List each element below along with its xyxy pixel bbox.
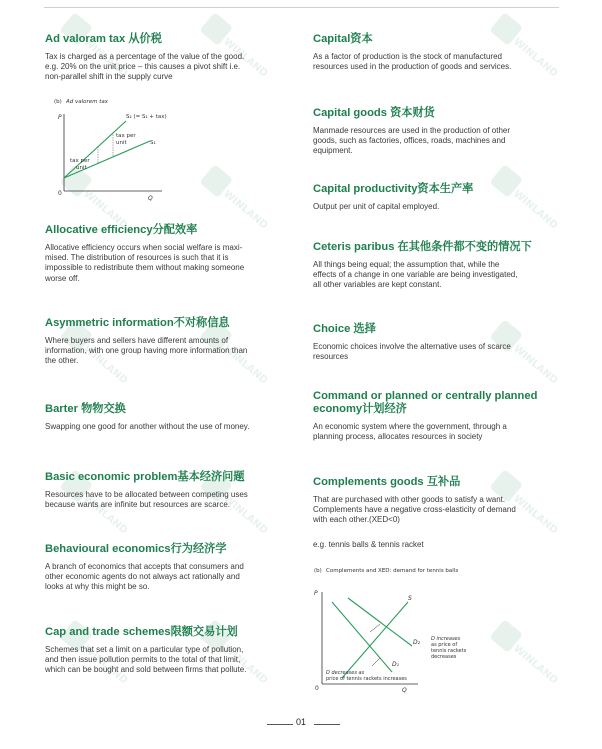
- chart-caption-prefix: (b): [314, 568, 322, 574]
- term-definition: Swapping one good for another without the use of money.: [45, 422, 250, 431]
- term-title: Capital资本: [313, 33, 373, 45]
- top-rule: [44, 7, 559, 8]
- x-axis-label: Q: [148, 195, 153, 202]
- svg-text:WINLAND: WINLAND: [221, 36, 270, 80]
- svg-text:WINLAND: WINLAND: [81, 643, 130, 687]
- term-example: e.g. tennis balls & tennis racket: [313, 539, 424, 549]
- svg-text:WINLAND: WINLAND: [511, 343, 560, 387]
- supply-label: S: [408, 595, 412, 602]
- term-definition: A branch of economics that accepts that consumers and other economic agents do not always act rationally and looks at why this might be so.: [45, 562, 244, 592]
- increase-note: D increases: [431, 636, 461, 642]
- term-title: Ceteris paribus 在其他条件都不变的情况下: [313, 241, 532, 253]
- decrease-note-2: price of tennis rackets increases: [326, 676, 407, 682]
- tax-label-high: tax per: [116, 133, 136, 139]
- term-title: Ad valoram tax 从价税: [45, 33, 162, 45]
- d2-label: D₂: [413, 639, 421, 646]
- watermark-logo: [180, 160, 270, 232]
- svg-text:WINLAND: WINLAND: [221, 188, 270, 232]
- svg-text:WINLAND: WINLAND: [221, 493, 270, 537]
- complements-xed-chart: [310, 562, 480, 698]
- svg-text:WINLAND: WINLAND: [81, 36, 130, 80]
- term-title: Allocative efficiency分配效率: [45, 224, 198, 236]
- s1-label: S₁: [150, 140, 156, 146]
- shift-arrow-out: [370, 624, 380, 632]
- ad-valorem-tax-chart: [50, 94, 170, 206]
- term-definition: Allocative efficiency occurs when social welfare is maxi- mised. The distribution of resources is such that it is impossible to redistribute them without making someone worse off.: [45, 243, 245, 283]
- glossary-entry-allocative-efficiency: [45, 224, 295, 284]
- glossary-entry-ad-valoram-tax: [45, 33, 295, 83]
- term-definition: Output per unit of capital employed.: [313, 202, 440, 211]
- tax-label-high-2: unit: [116, 140, 127, 146]
- svg-text:WINLAND: WINLAND: [81, 343, 130, 387]
- glossary-entry-asymmetric-information: [45, 317, 295, 367]
- svg-text:WINLAND: WINLAND: [511, 643, 560, 687]
- term-title: Basic economic problem基本经济问题: [45, 471, 245, 483]
- increase-note-4: decreases: [431, 654, 457, 660]
- chart-caption: Complements and XED: demand for tennis balls: [326, 568, 459, 574]
- term-title: Asymmetric information不对称信息: [45, 317, 230, 329]
- y-axis-label: P: [58, 114, 62, 121]
- demand-curve-d1: [332, 602, 392, 672]
- page-footer: [0, 717, 602, 731]
- glossary-entry-barter: [45, 403, 295, 432]
- term-definition: Schemes that set a limit on a particular type of pollution, and then issue pollution permits to the total of that limit, which can be bought and sold between firms that pollute.: [45, 645, 247, 675]
- term-definition: All things being equal; the assumption that, while the effects of a change in one variable are being investigated, all other variables are kept constant.: [313, 260, 518, 290]
- origin-label: 0: [315, 685, 319, 692]
- term-title: Cap and trade schemes限额交易计划: [45, 626, 238, 638]
- term-title: Behavioural economics行为经济学: [45, 543, 227, 555]
- svg-text:WINLAND: WINLAND: [511, 493, 560, 537]
- page-number: 01: [295, 717, 306, 727]
- demand-curve-d2: [348, 598, 412, 646]
- term-definition: An economic system where the government, through a planning process, allocates resources in society: [313, 422, 507, 442]
- chart-caption-prefix: (b): [54, 99, 62, 105]
- glossary-entry-behavioural-economics: [45, 543, 295, 593]
- svg-text:WINLAND: WINLAND: [81, 188, 130, 232]
- footer-rule-right: [314, 724, 340, 725]
- watermark-logo: [470, 615, 560, 687]
- glossary-entry-capital: [313, 33, 563, 72]
- term-definition: That are purchased with other goods to satisfy a want. Complements have a negative cross-elasticity of demand with each other.(XED<0): [313, 495, 516, 525]
- svg-text:WINLAND: WINLAND: [511, 36, 560, 80]
- increase-note-2: as price of: [431, 642, 458, 648]
- chart-caption: Ad valorem tax: [66, 99, 109, 105]
- term-definition: Economic choices involve the alternative uses of scarce resources: [313, 342, 511, 362]
- decrease-note: D decreases as: [326, 670, 365, 676]
- term-definition: As a factor of production is the stock of manufactured resources used in the production of goods and services.: [313, 52, 512, 72]
- y-axis-label: P: [314, 590, 318, 597]
- glossary-entry-basic-economic-problem: [45, 471, 295, 510]
- svg-text:WINLAND: WINLAND: [221, 343, 270, 387]
- s2-label: S₂ (= S₁ + tax): [126, 114, 167, 120]
- glossary-entry-complements-goods: [313, 476, 563, 550]
- x-axis-label: Q: [402, 687, 407, 694]
- term-title: Choice 选择: [313, 323, 376, 335]
- term-definition: Where buyers and sellers have different amounts of information, with one group having more information than the other.: [45, 336, 248, 366]
- d1-label: D₁: [392, 661, 400, 668]
- term-definition: Tax is charged as a percentage of the value of the good. e.g. 20% on the unit price – this causes a pivot shift i.e. non-parallel shift in the supply curve: [45, 52, 245, 82]
- increase-note-3: tennis rackets: [431, 648, 467, 654]
- term-title: Complements goods 互补品: [313, 476, 461, 488]
- svg-text:WINLAND: WINLAND: [81, 493, 130, 537]
- origin-label: 0: [58, 190, 62, 197]
- svg-text:WINLAND: WINLAND: [221, 643, 270, 687]
- glossary-entry-cap-and-trade: [45, 626, 295, 676]
- supply-curve-s2: [64, 121, 126, 178]
- term-definition: Manmade resources are used in the production of other goods, such as factories, offices, roads, machines and equipment.: [313, 126, 511, 156]
- shift-arrow-in: [372, 658, 380, 666]
- glossary-entry-capital-goods: [313, 107, 563, 157]
- term-definition: Resources have to be allocated between competing uses because wants are infinite but resources are scarce.: [45, 490, 248, 510]
- glossary-entry-capital-productivity: [313, 183, 563, 212]
- term-title: Barter 物物交换: [45, 403, 126, 415]
- glossary-entry-command-economy: [313, 390, 563, 442]
- tax-label-low-2: unit: [76, 165, 87, 171]
- svg-text:WINLAND: WINLAND: [511, 188, 560, 232]
- glossary-entry-choice: [313, 323, 563, 362]
- term-title: Capital goods 资本财货: [313, 107, 435, 119]
- glossary-entry-ceteris-paribus: [313, 241, 563, 291]
- term-title: Capital productivity资本生产率: [313, 183, 474, 195]
- term-title: Command or planned or centrally planned economy计划经济: [313, 390, 538, 415]
- tax-label-low: tax per: [70, 158, 90, 164]
